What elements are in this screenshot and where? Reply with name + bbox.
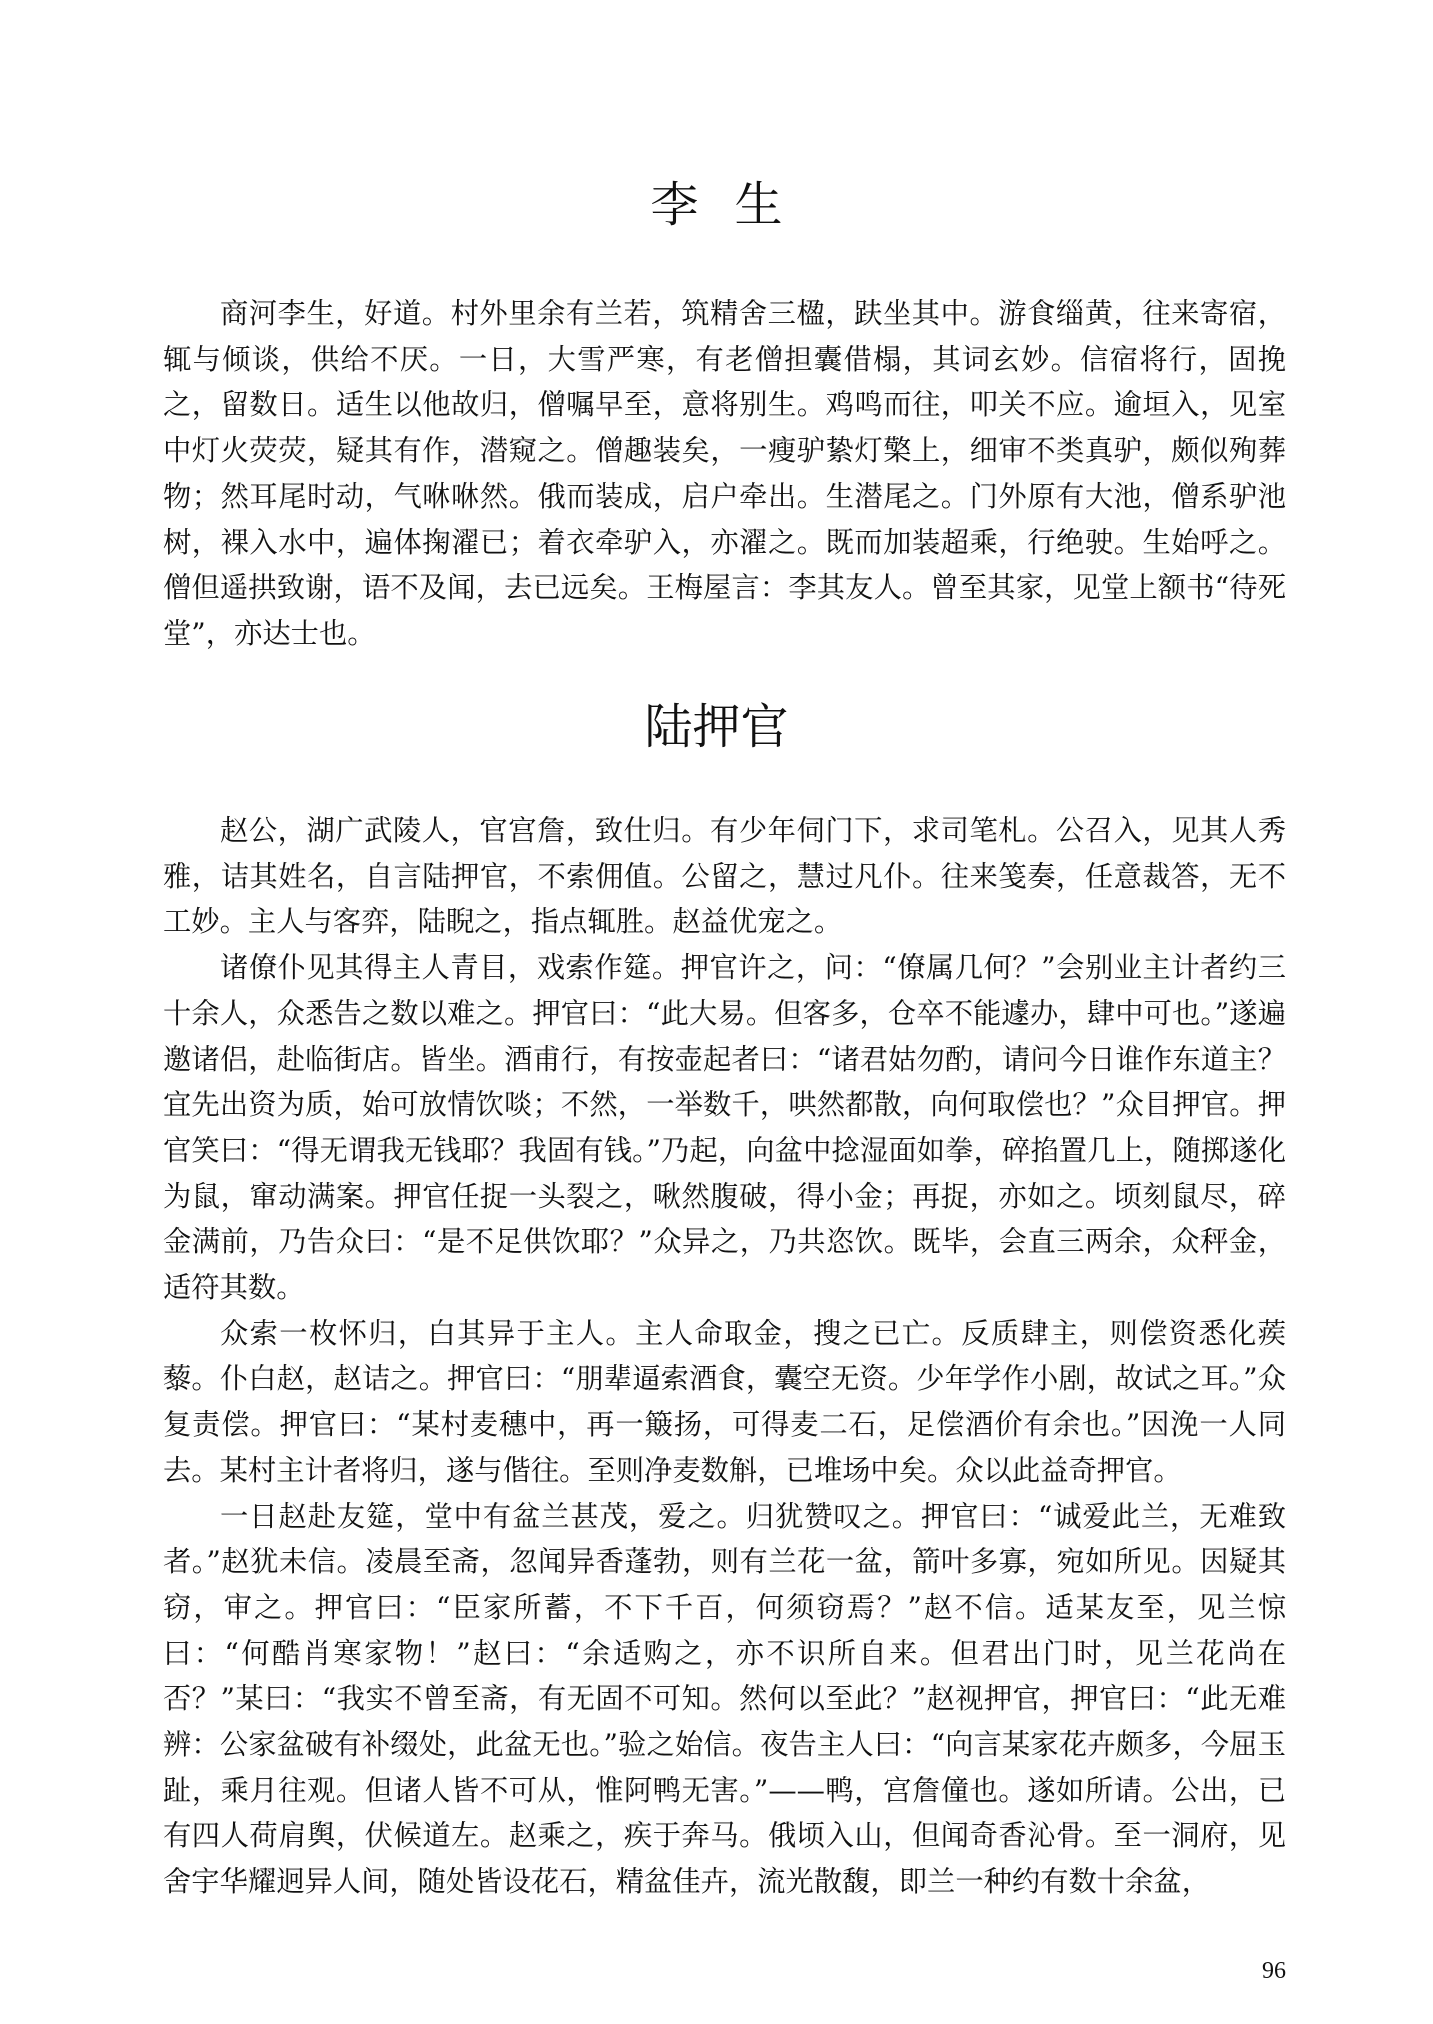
section-body-li-sheng [163,291,1286,657]
paragraph: 众索一枚怀归，白其异于主人。主人命取金，搜之已亡。反质肆主，则偿资悉化蒺藜。仆白赵，赵诘之。押官曰：“朋辈逼索酒食，囊空无资。少年学作小剧，故试之耳。”众复责偿。押官曰：“某村麦穗中，再一簸扬，可得麦二石，足偿酒价有余也。”因浼一人同去。某村主计者将归，遂与偕往。至则净麦数斛，已堆场中矣。众以此益奇押官。 [163,1316,1286,1487]
section-title-lu-ya-guan: 陆押官 [644,699,789,755]
paragraph: 一日赵赴友筵，堂中有盆兰甚茂，爱之。归犹赞叹之。押官曰：“诚爱此兰，无难致者。”赵犹未信。凌晨至斋，忽闻异香蓬勃，则有兰花一盆，箭叶多寡，宛如所见。因疑其窃，审之。押官曰：“臣家所蓄，不下千百，何须窃焉？”赵不信。适某友至，见兰惊曰：“何酷肖寒家物！”赵曰：“余适购之，亦不识所自来。但君出门时，见兰花尚在否？”某曰：“我实不曾至斋，有无固不可知。然何以至此？”赵视押官，押官曰：“此无难辨：公家盆破有补缀处，此盆无也。”验之始信。夜告主人曰：“向言某家花卉颇多，今屈玉趾，乘月往观。但诸人皆不可从，惟阿鸭无害。”——鸭，宫詹僮也。遂如所请。公出，已有四人荷肩舆，伏候道左。赵乘之，疾于奔马。俄顷入山，但闻奇香沁骨。至一洞府，见舍宇华耀迥异人间，随处皆设花石，精盆佳卉，流光散馥，即兰一种约有数十余盆， [163,1499,1286,1899]
section-body-lu-ya-guan [163,808,1286,1905]
paragraph: 商河李生，好道。村外里余有兰若，筑精舍三楹，趺坐其中。游食缁黄，往来寄宿，辄与倾谈，供给不厌。一日，大雪严寒，有老僧担囊借榻，其词玄妙。信宿将行，固挽之，留数日。适生以他故归，僧嘱早至，意将别生。鸡鸣而往，叩关不应。逾垣入，见室中灯火荧荧，疑其有作，潜窥之。僧趣装矣，一瘦驴絷灯檠上，细审不类真驴，颇似殉葬物；然耳尾时动，气咻咻然。俄而装成，启户牵出。生潜尾之。门外原有大池，僧系驴池树，裸入水中，遍体掬濯已；着衣牵驴入，亦濯之。既而加装超乘，行绝驶。生始呼之。僧但遥拱致谢，语不及闻，去已远矣。王梅屋言：李其友人。曾至其家，见堂上额书“待死堂”，亦达士也。 [163,297,1286,650]
paragraph: 赵公，湖广武陵人，官宫詹，致仕归。有少年伺门下，求司笔札。公召入，见其人秀雅，诘其姓名，自言陆押官，不索佣值。公留之，慧过凡仆。往来笺奏，任意裁答，无不工妙。主人与客弈，陆睨之，指点辄胜。赵益优宠之。 [163,814,1286,939]
paragraph: 诸僚仆见其得主人青目，戏索作筵。押官许之，问：“僚属几何？”会别业主计者约三十余人，众悉告之数以难之。押官曰：“此大易。但客多，仓卒不能遽办，肆中可也。”遂遍邀诸侣，赴临街店。皆坐。酒甫行，有按壶起者曰：“诸君姑勿酌，请问今日谁作东道主？宜先出资为质，始可放情饮啖；不然，一举数千，哄然都散，向何取偿也？”众目押官。押官笑曰：“得无谓我无钱耶？我固有钱。”乃起，向盆中捻湿面如拳，碎掐置几上，随掷遂化为鼠，窜动满案。押官任捉一头裂之，啾然腹破，得小金；再捉，亦如之。顷刻鼠尽，碎金满前，乃告众曰：“是不足供饮耶？”众异之，乃共恣饮。既毕，会直三两余，众秤金，适符其数。 [163,951,1286,1305]
section-title-li-sheng: 李生 [650,177,819,233]
page-number: 96 [1262,1958,1286,1984]
